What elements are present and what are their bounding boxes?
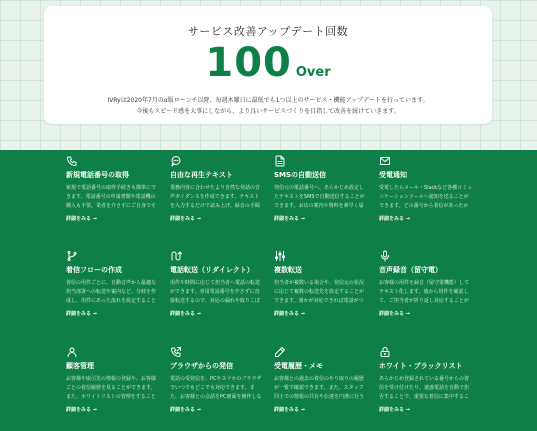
feature-card: [66, 346, 160, 413]
forward-icon: [170, 250, 182, 262]
feature-description: 用件や時間に応じて担当者へ電話の転送ができます。専用電話番号を介さずに直接転送するので、対応の漏れや取りこぼ: [170, 280, 261, 304]
feature-description: お客様や取引先の情報の登録や、お客様ごとの着信履歴を見ることができます。また、ホワイトリストの管理をすること: [66, 376, 156, 400]
sliders-icon: [274, 250, 286, 262]
feature-title: 着信フローの作成: [66, 266, 122, 274]
feature-description: お客様の用件を録音（留守電機能）してテキスト化します。後から用件を確認して、ご担当者が折り返し対応することが: [379, 280, 470, 304]
feature-title: 複数転送: [274, 266, 302, 274]
document-icon: [274, 155, 286, 167]
branch-icon: [66, 250, 78, 262]
feature-description: 業務内容に合わせたより自然な発話の音声ガイダンスを作成できます。テキストを入力するだけで読み上げ、録音の手間: [170, 185, 261, 209]
feature-card: [170, 346, 264, 413]
feature-card: [274, 346, 368, 413]
feature-card: [379, 346, 473, 413]
feature-card: [66, 250, 160, 317]
feature-description: 着信の用件ごとに、自動音声から最適な担当部署への転送や案内など、分岐を作成し、用件にあった流れを設定すること: [66, 280, 157, 304]
feature-title: 新規電話番号の取得: [66, 171, 129, 179]
feature-detail-link[interactable]: 詳細をみる →: [274, 216, 305, 222]
phone-outgoing-icon: [170, 346, 182, 358]
feature-detail-link[interactable]: 詳細をみる →: [274, 311, 305, 317]
feature-card: [170, 250, 264, 317]
feature-title: ホワイト・ブラックリスト: [379, 362, 463, 370]
chat-icon: [170, 155, 182, 167]
feature-description: 電話の受発信を、PCやスマホのブラウザでいつでもどこでも対応できます。また、お客様との会話をPC画面を操作しな: [170, 376, 262, 400]
feature-description: あらかじめ登録されている番号からの着信を受け付けたり、迷惑電話を自動で拒否することで、重要な着信に集中するこ: [379, 376, 470, 400]
feature-detail-link[interactable]: 詳細をみる →: [66, 216, 97, 222]
feature-title: 自由な再生テキスト: [170, 171, 233, 179]
feature-detail-link[interactable]: 詳細をみる →: [66, 311, 97, 317]
feature-title: 音声録音（留守電）: [379, 266, 442, 274]
feature-description: 発信元の電話番号へ、あらかじめ設定したテキストをSMSで自動送信することができます。お店の案内や資料を素早く届: [274, 185, 365, 209]
phone-icon: [66, 155, 78, 167]
feature-detail-link[interactable]: 詳細をみる →: [170, 311, 201, 317]
feature-description: 新規で電話番号の取得手続きも簡単にできます。電話番号の申請書類や電話機の購入も不要。業者を介さずにご自身でそ: [66, 185, 157, 209]
update-count-number: 100: [205, 40, 292, 86]
feature-card: [170, 155, 264, 222]
feature-card: [379, 250, 473, 317]
feature-card: [274, 250, 368, 317]
feature-title: 電話転送（リダイレクト）: [170, 266, 254, 274]
feature-description: 担当者が複数いる場合や、発信元の状況に応じて複数の転送先を設定することができます。誰かが対応できれば電話がつ: [274, 280, 365, 304]
user-icon: [66, 346, 78, 358]
update-count-suffix: Over: [295, 65, 331, 80]
mic-icon: [379, 250, 391, 262]
feature-title: ブラウザからの発信: [170, 362, 233, 370]
feature-card: [274, 155, 368, 222]
feature-detail-link[interactable]: 詳細をみる →: [379, 216, 410, 222]
feature-title: 受電通知: [379, 171, 407, 179]
feature-detail-link[interactable]: 詳細をみる →: [66, 407, 97, 413]
feature-detail-link[interactable]: 詳細をみる →: [170, 407, 201, 413]
feature-detail-link[interactable]: 詳細をみる →: [379, 407, 410, 413]
update-count: [44, 40, 492, 86]
feature-card: [66, 155, 160, 222]
update-count-card: [44, 6, 492, 124]
card-description-line2: 今後もスピード感を大事にしながら、より良いサービスづくりを目指して改善を続けていきます。: [136, 108, 400, 115]
card-description-line1: IVRyは2020年7月のα版ローンチ以降、毎週木曜日に最低でも1つ以上のサービス・機能アップデートを行っています。: [107, 97, 429, 104]
feature-detail-link[interactable]: 詳細をみる →: [274, 407, 305, 413]
feature-description: 受電したらメール・Slackなど各種コミュニケーションツールへ通知を送ることができます。どの番号から着信があったか: [379, 185, 473, 209]
feature-detail-link[interactable]: 詳細をみる →: [170, 216, 201, 222]
feature-title: 顧客管理: [66, 362, 94, 370]
feature-description: お客様との過去の着信のやり取りの履歴が一覧で確認できます。また、スタッフ同士での情報の共有や伝達を円滑に行う: [274, 376, 365, 400]
pen-icon: [274, 346, 286, 358]
feature-detail-link[interactable]: 詳細をみる →: [379, 311, 410, 317]
lock-icon: [379, 346, 391, 358]
card-title: サービス改善アップデート回数: [187, 25, 349, 38]
mail-icon: [379, 155, 391, 167]
feature-title: 受電履歴・メモ: [274, 362, 323, 370]
feature-title: SMSの自動送信: [274, 171, 327, 179]
feature-card: [379, 155, 473, 222]
